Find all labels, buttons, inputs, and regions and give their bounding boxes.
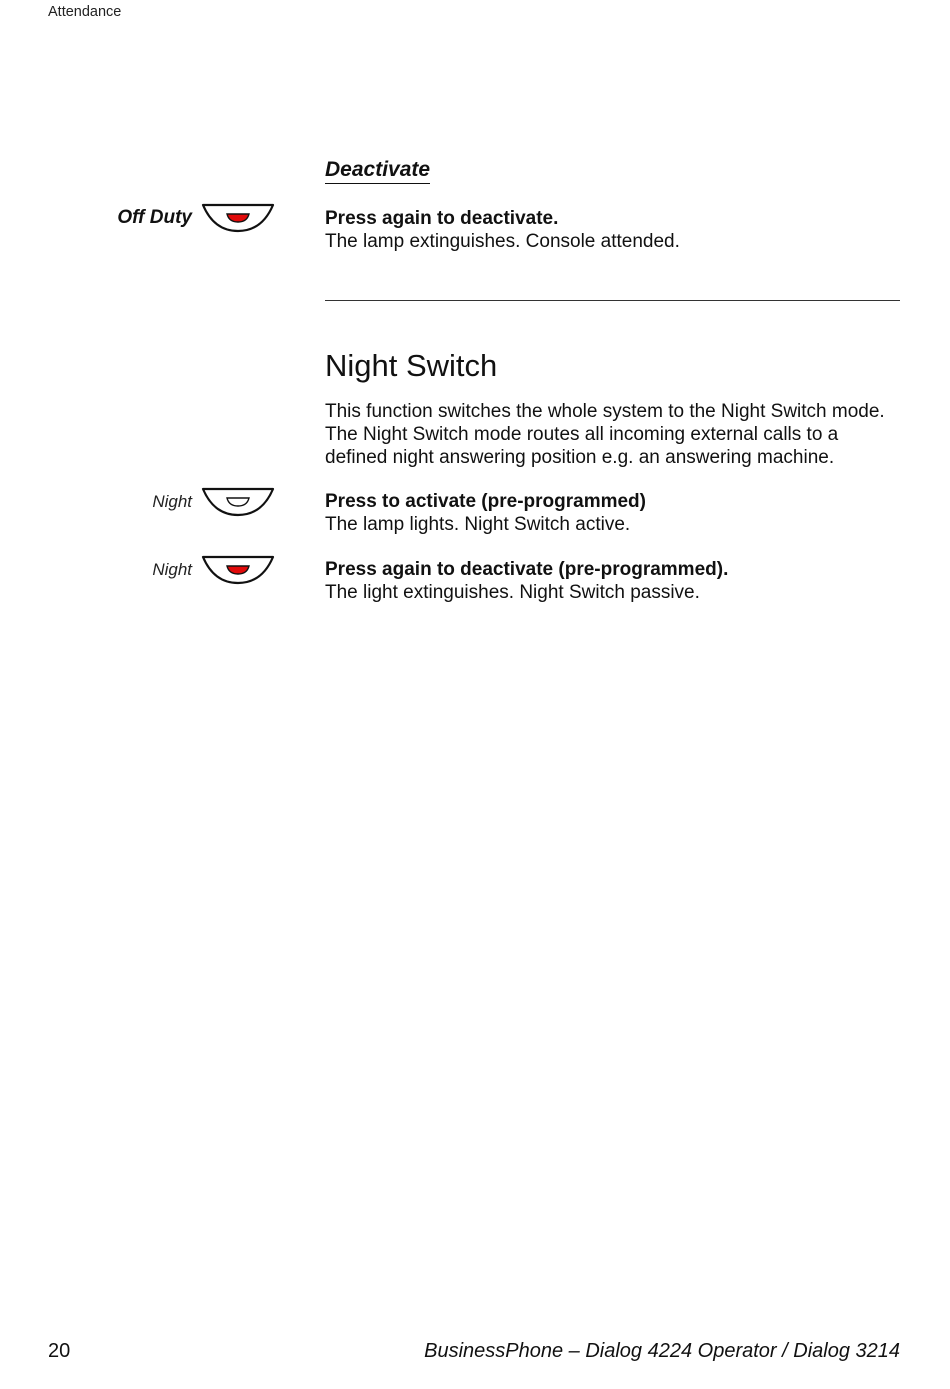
- deactivate-heading: Deactivate: [325, 158, 430, 184]
- intro-line: defined night answering position e.g. an answering machine.: [325, 447, 835, 468]
- step-title: Press again to deactivate (pre-programmed).: [325, 559, 729, 580]
- night-key-label: Night: [152, 560, 192, 579]
- night-activate-step: [325, 490, 915, 536]
- step-description: The light extinguishes. Night Switch passive.: [325, 582, 700, 603]
- step-title: Press to activate (pre-programmed): [325, 491, 646, 512]
- step-title: Press again to deactivate.: [325, 208, 559, 229]
- key-lamp-lit-icon: [200, 202, 276, 234]
- night-switch-intro: [325, 400, 915, 469]
- night-deactivate-step: [325, 558, 915, 604]
- section-divider: [325, 300, 900, 301]
- off-duty-step: [325, 207, 915, 253]
- document-title: BusinessPhone – Dialog 4224 Operator / Dialog 3214: [424, 1340, 900, 1362]
- off-duty-key-label: Off Duty: [117, 207, 192, 228]
- step-description: The lamp lights. Night Switch active.: [325, 514, 631, 535]
- page-number: 20: [48, 1340, 71, 1362]
- intro-line: This function switches the whole system to the Night Switch mode.: [325, 401, 885, 422]
- step-description: The lamp extinguishes. Console attended.: [325, 231, 680, 252]
- night-key-label: Night: [152, 492, 192, 511]
- running-header: Attendance: [48, 4, 122, 20]
- key-lamp-off-icon: [200, 486, 276, 518]
- key-lamp-lit-icon: [200, 554, 276, 586]
- night-switch-title: Night Switch: [325, 348, 498, 383]
- intro-line: The Night Switch mode routes all incoming external calls to a: [325, 424, 839, 445]
